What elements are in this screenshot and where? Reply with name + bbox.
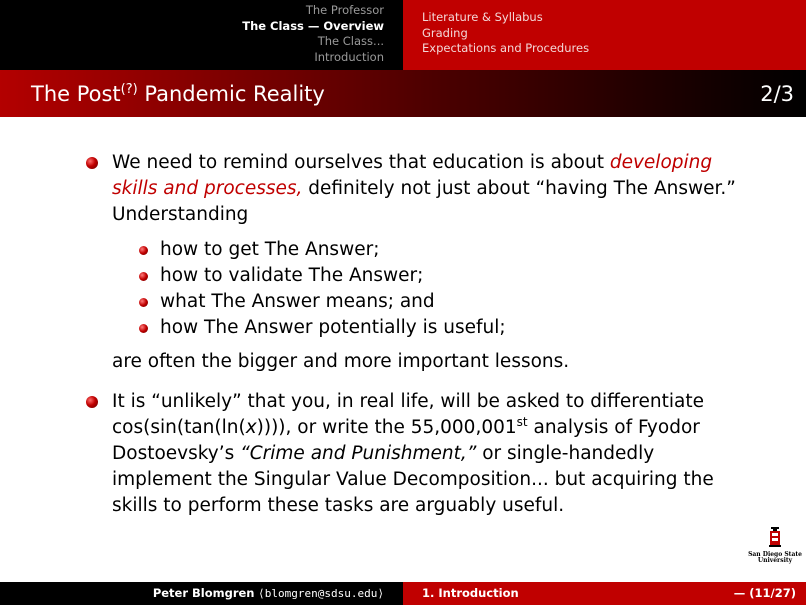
slide-body	[86, 150, 746, 519]
nav-subsections-panel	[403, 0, 806, 70]
footer-author: Peter Blomgren ⟨blomgren@sdsu.edu⟩	[152, 586, 384, 600]
footer-section: 1. Introduction	[422, 586, 519, 600]
sub-bullet-icon	[139, 272, 148, 281]
university-logo	[748, 527, 802, 567]
nav-item-introduction[interactable]: Introduction	[314, 49, 384, 64]
list-item: It is “unlikely” that you, in real life, will be asked to differentiate cos(sin(tan(ln(x)))), or write the 55,000,001st analysis of Fyodor Dostoevsky’s “Crime and Punishment,” or single-handedly implement the Singular Value Decomposition... but acquiring the skills to perform these tasks are arguably useful.	[86, 389, 746, 519]
frame-subpage: 2/3	[760, 82, 794, 106]
footer-author-bar	[0, 582, 403, 605]
footer-email: ⟨blomgren@sdsu.edu⟩	[258, 587, 384, 600]
nav-subitem-expectations[interactable]: Expectations and Procedures	[422, 41, 590, 55]
sub-list-item: what The Answer means; and	[136, 289, 746, 315]
sub-list-item: how The Answer potentially is useful;	[136, 315, 746, 341]
nav-subitem-literature[interactable]: Literature & Syllabus	[422, 10, 543, 24]
book-title: “Crime and Punishment,”	[240, 443, 477, 464]
sub-bullet-icon	[139, 246, 148, 255]
nav-item-class-overview[interactable]: The Class — Overview	[242, 18, 384, 33]
title-superscript: (?)	[120, 82, 138, 97]
list-item: We need to remind ourselves that education is about developing skills and processes, definitely not just about “having The Answer.” Understanding how to get The Answer; how to validate The Answer; what The Answer means; and how The Answer potentially is useful;	[86, 150, 746, 341]
footer-section-bar	[403, 582, 806, 605]
sub-list	[136, 237, 746, 341]
sub-bullet-icon	[139, 298, 148, 307]
sdsu-logo-icon	[769, 527, 781, 547]
bullet-icon	[86, 157, 98, 169]
nav-item-the-class[interactable]: The Class...	[317, 34, 384, 48]
nav-subitem-grading[interactable]: Grading	[422, 25, 468, 40]
ordinal-superscript: st	[516, 415, 528, 429]
bullet-icon	[86, 396, 98, 408]
logo-text-line2: University	[757, 557, 793, 564]
continuation-text: are often the bigger and more important lessons.	[112, 351, 570, 372]
sub-list-item: how to validate The Answer;	[136, 263, 746, 289]
footer-frame-counter: — (11/27)	[733, 586, 796, 600]
slide-title-bar	[0, 70, 806, 117]
logo-text-line1: San Diego State	[748, 551, 802, 558]
sub-list-item: how to get The Answer;	[136, 237, 746, 263]
sub-bullet-icon	[139, 324, 148, 333]
nav-sections-panel	[0, 0, 403, 70]
emphasis-text: developing skills and processes,	[112, 152, 713, 199]
math-variable: x	[245, 417, 257, 438]
nav-item-professor[interactable]: The Professor	[305, 3, 384, 17]
slide-title: The Post(?) Pandemic Reality	[31, 82, 325, 106]
